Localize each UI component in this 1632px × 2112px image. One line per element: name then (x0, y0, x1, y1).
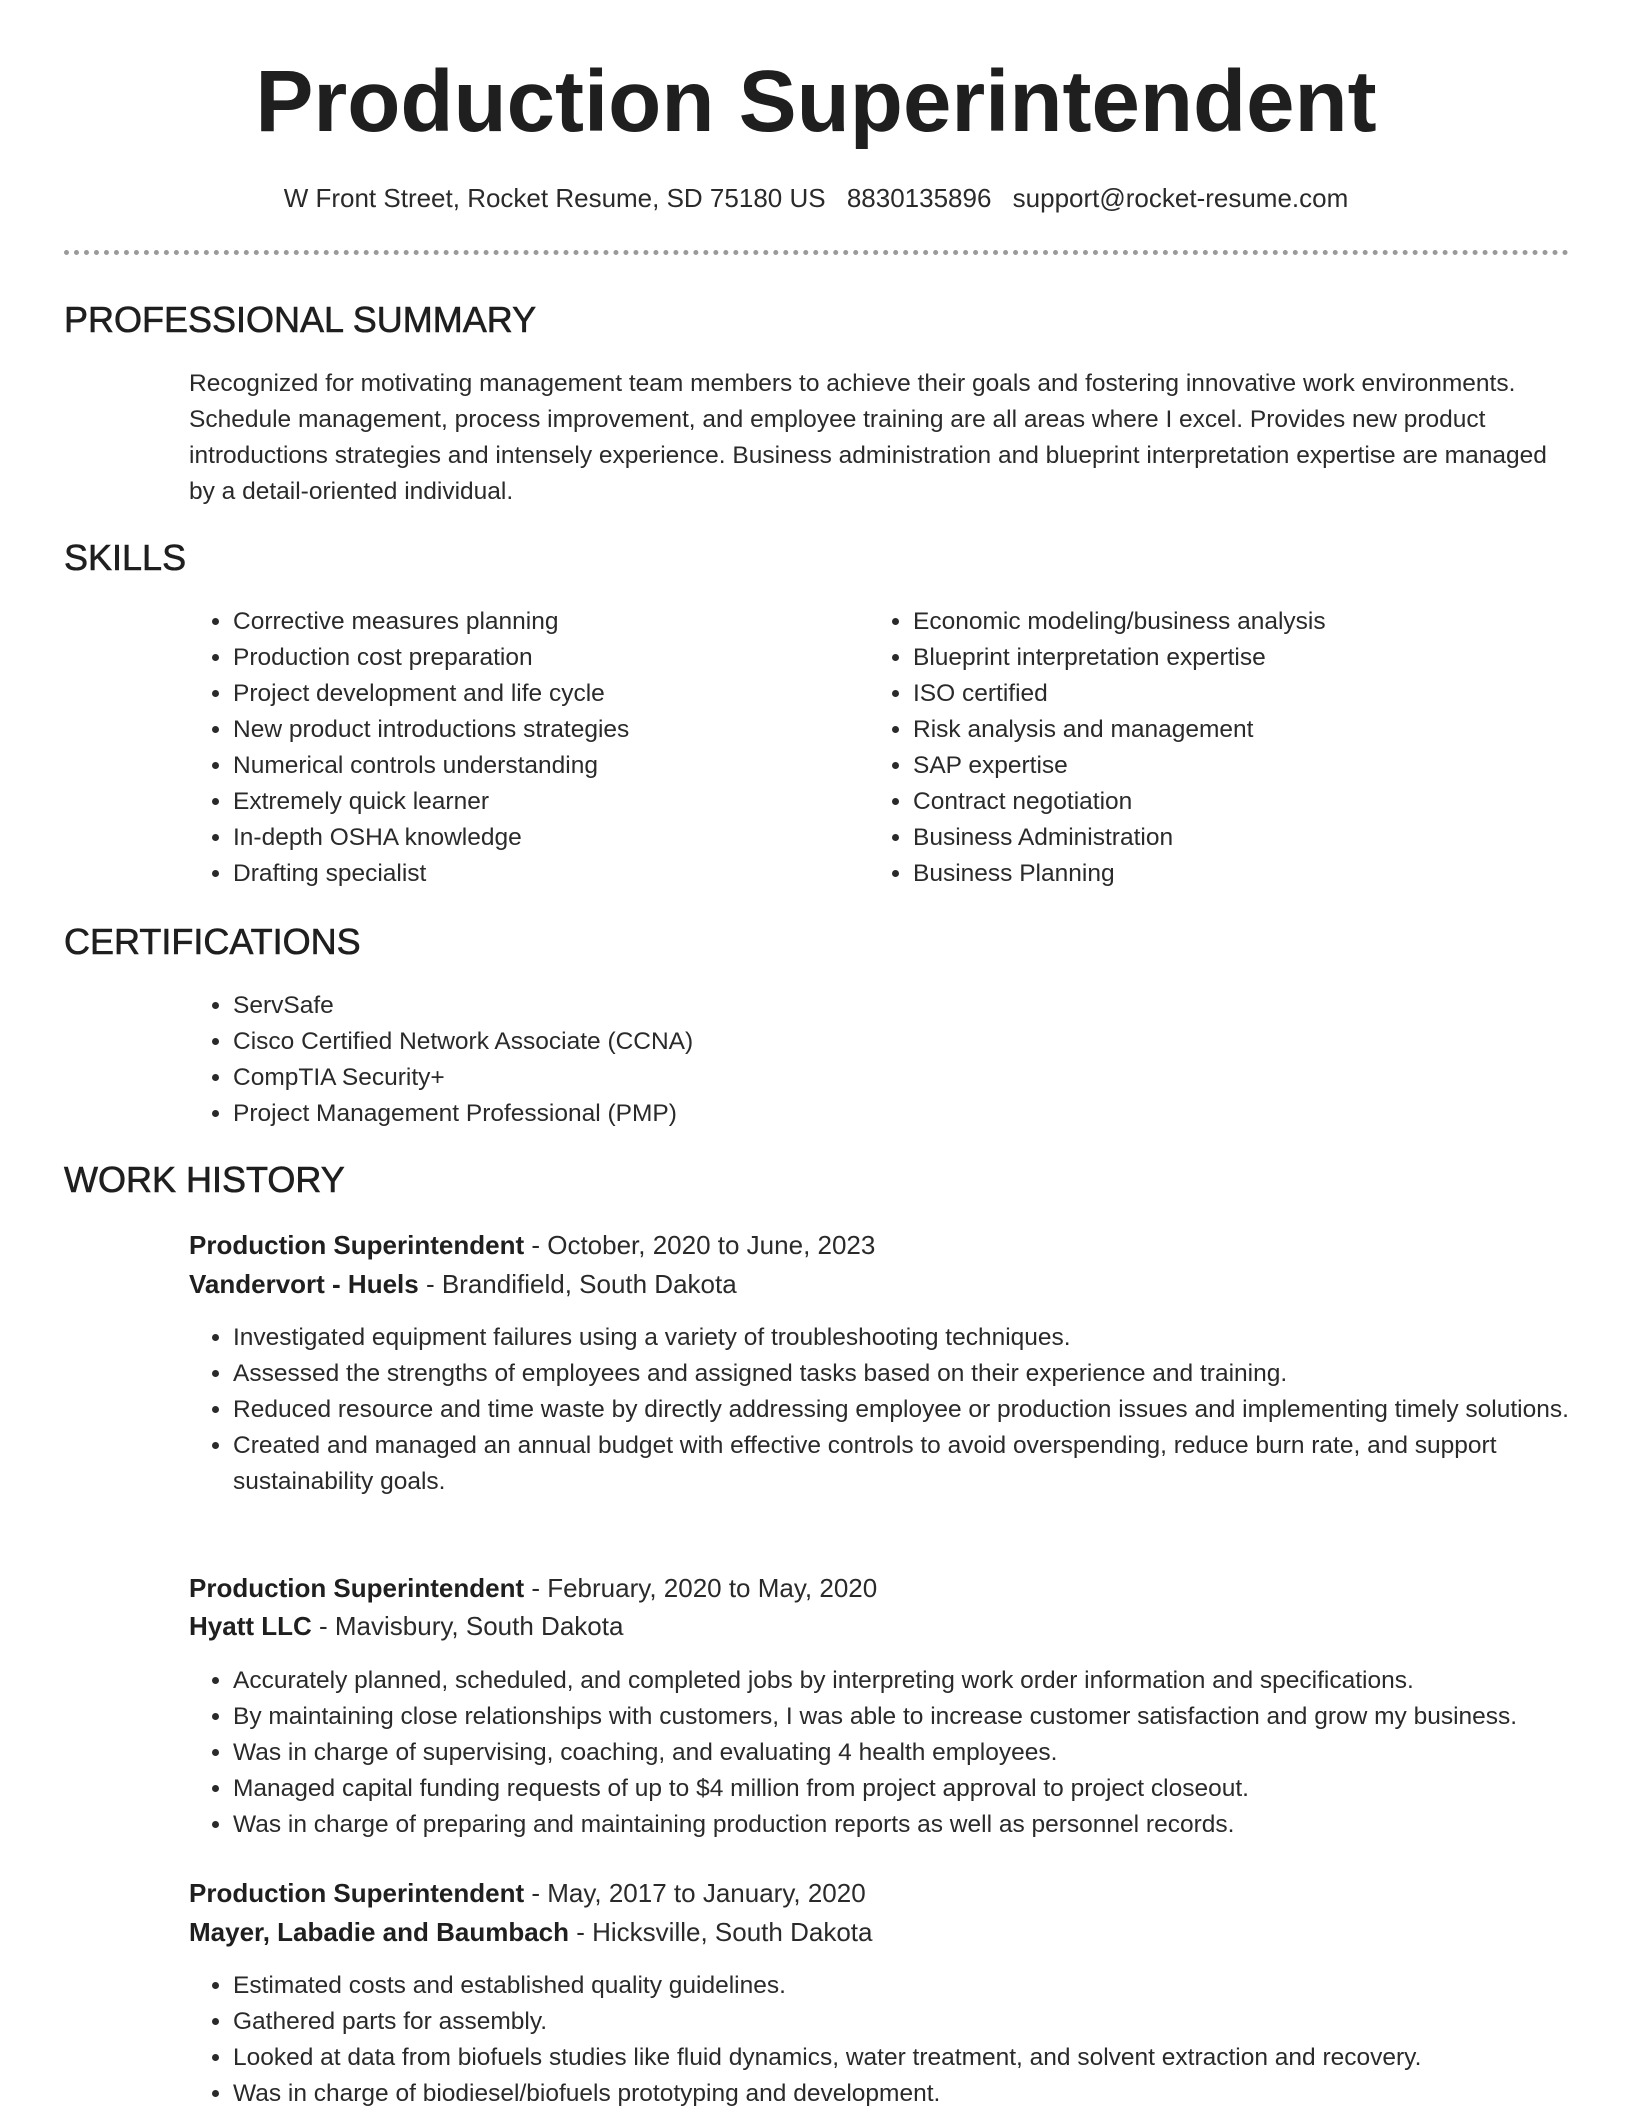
skill-item: • SAP expertise (913, 748, 1593, 784)
job-location: - Hicksville, South Dakota (569, 1917, 873, 1947)
header-divider (64, 250, 1569, 255)
contact-email: support@rocket-resume.com (1012, 183, 1349, 213)
certifications-list (189, 988, 1613, 1132)
job-bullet: • Estimated costs and established quality guidelines. (233, 1968, 1613, 2004)
skill-item: • ISO certified (913, 676, 1593, 712)
job-company: Vandervort - Huels (189, 1269, 419, 1299)
job-role: Production Superintendent (189, 1230, 525, 1260)
section-title-summary: PROFESSIONAL SUMMARY (64, 299, 537, 340)
certification-item: • Project Management Professional (PMP) (233, 1096, 1613, 1132)
job-role: Production Superintendent (189, 1573, 525, 1603)
contact-line (0, 180, 1632, 216)
skills-list-left (189, 604, 853, 892)
skill-item: • Drafting specialist (233, 856, 853, 892)
skill-item: • Business Planning (913, 856, 1593, 892)
job-bullet: • Was in charge of biodiesel/biofuels prototyping and development. (233, 2076, 1613, 2112)
certification-item: • ServSafe (233, 988, 1613, 1024)
skills-list-right (869, 604, 1593, 892)
skill-item: • Blueprint interpretation expertise (913, 640, 1593, 676)
skill-item: • In-depth OSHA knowledge (233, 820, 853, 856)
skill-item: • Production cost preparation (233, 640, 853, 676)
job-dates: - October, 2020 to June, 2023 (524, 1230, 876, 1260)
contact-address: W Front Street, Rocket Resume, SD 75180 US (283, 183, 826, 213)
skill-item: • Extremely quick learner (233, 784, 853, 820)
job-bullet: • Was in charge of preparing and maintaining production reports as well as personnel records. (233, 1807, 1632, 1843)
job-bullet: • Looked at data from biofuels studies like fluid dynamics, water treatment, and solvent extraction and recovery. (233, 2040, 1613, 2076)
job-bullets (189, 1968, 1613, 2112)
skill-item: • Numerical controls understanding (233, 748, 853, 784)
job-title-line (189, 1569, 877, 1607)
job-company-line (189, 1913, 872, 1951)
section-title-certifications: CERTIFICATIONS (64, 921, 361, 962)
job-company: Mayer, Labadie and Baumbach (189, 1917, 570, 1947)
job-title-line (189, 1874, 866, 1912)
skill-item: • Contract negotiation (913, 784, 1593, 820)
job-bullet: • Was in charge of supervising, coaching, and evaluating 4 health employees. (233, 1735, 1632, 1771)
job-dates: - May, 2017 to January, 2020 (524, 1878, 866, 1908)
job-bullet: • Assessed the strengths of employees and assigned tasks based on their experience and training. (233, 1356, 1613, 1392)
certification-item: • Cisco Certified Network Associate (CCNA) (233, 1024, 1613, 1060)
job-bullet: • Reduced resource and time waste by directly addressing employee or production issues and implementing timely solutions. (233, 1392, 1613, 1428)
job-dates: - February, 2020 to May, 2020 (524, 1573, 878, 1603)
job-company-line (189, 1265, 737, 1303)
section-title-work-history: WORK HISTORY (64, 1159, 345, 1200)
job-title-line (189, 1226, 875, 1264)
job-bullet: • Gathered parts for assembly. (233, 2004, 1613, 2040)
summary-text: Recognized for motivating management team members to achieve their goals and fostering innovative work environments. Schedule management, process improvement, and employee training are all areas where I excel. Provides new product introductions strategies and intensely experience. Business administration and blueprint interpretation expertise are managed by a detail-oriented individual. (189, 370, 1547, 505)
job-bullet: • Accurately planned, scheduled, and completed jobs by interpreting work order information and specifications. (233, 1663, 1632, 1699)
contact-phone: 8830135896 (846, 183, 992, 213)
certification-item: • CompTIA Security+ (233, 1060, 1613, 1096)
job-bullet: • Created and managed an annual budget with effective controls to avoid overspending, reduce burn rate, and support sustainability goals. (233, 1428, 1613, 1500)
skill-item: • New product introductions strategies (233, 712, 853, 748)
job-bullets (189, 1320, 1613, 1500)
section-title-skills: SKILLS (64, 537, 187, 578)
skill-item: • Corrective measures planning (233, 604, 853, 640)
job-bullet: • Managed capital funding requests of up to $4 million from project approval to project closeout. (233, 1771, 1632, 1807)
job-company: Hyatt LLC (189, 1611, 312, 1641)
skill-item: • Business Administration (913, 820, 1593, 856)
job-location: - Brandifield, South Dakota (418, 1269, 737, 1299)
job-bullets (189, 1663, 1632, 1843)
job-bullet: • Investigated equipment failures using a variety of troubleshooting techniques. (233, 1320, 1613, 1356)
candidate-name: Production Superintendent (255, 53, 1377, 150)
skill-item: • Risk analysis and management (913, 712, 1593, 748)
job-bullet: • By maintaining close relationships with customers, I was able to increase customer satisfaction and grow my business. (233, 1699, 1632, 1735)
job-location: - Mavisbury, South Dakota (311, 1611, 624, 1641)
job-company-line (189, 1607, 623, 1645)
skill-item: • Project development and life cycle (233, 676, 853, 712)
job-role: Production Superintendent (189, 1878, 525, 1908)
skill-item: • Economic modeling/business analysis (913, 604, 1593, 640)
